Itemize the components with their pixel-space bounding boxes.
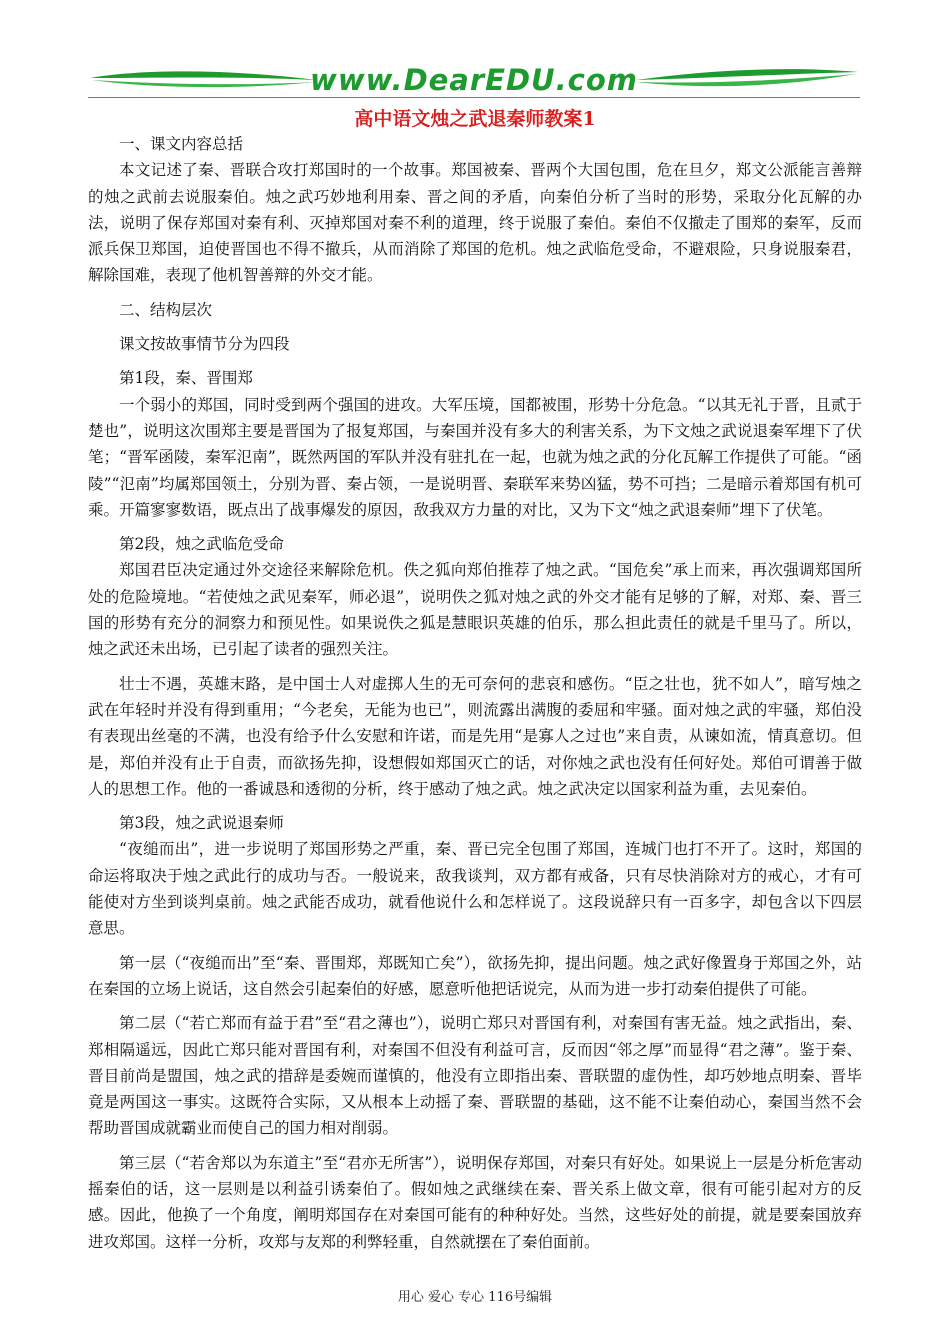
paragraph: 本文记述了秦、晋联合攻打郑国时的一个故事。郑国被秦、晋两个大国包围，危在旦夕，郑文公派能言善辩的烛之武前去说服秦伯。烛之武巧妙地利用秦、晋之间的矛盾，向秦伯分析了当时的形势，采取分化瓦解的办法，说明了保存郑国对秦有利、灭掉郑国对秦不利的道理，终于说服了秦伯。秦伯不仅撤走了围郑的秦军，反而派兵保卫郑国，迫使晋国也不得不撤兵，从而消除了郑国的危机。烛之武临危受命，不避艰险，只身说服秦君，解除国难，表现了他机智善辩的外交才能。 (88, 161, 862, 285)
page-footer: 用心 爱心 专心 116号编辑 (397, 1290, 553, 1305)
paragraph: “夜缒而出”，进一步说明了郑国形势之严重，秦、晋已完全包围了郑国，连城门也打不开了。这时，郑国的命运将取决于烛之武此行的成功与否。一般说来，敌我谈判，双方都有戒备，只有尽快消除对方的戒心，才有可能使对方坐到谈判桌前。烛之武能否成功，就看他说什么和怎样说了。这段说辞只有一百多字，却包含以下四层意思。 (88, 840, 862, 938)
document-body (88, 131, 862, 1255)
paragraph: 壮士不遇，英雄末路，是中国士人对虚掷人生的无可奈何的悲哀和感伤。“臣之壮也，犹不如人”，暗写烛之武在年轻时并没有得到重用；“今老矣，无能为也已”，则流露出满腹的委屈和牢骚。面对烛之武的牢骚，郑伯没有表现出丝毫的不满，也没有给予什么安慰和许诺，而是先用“是寡人之过也”来自责，从谏如流，情真意切。但是，郑伯并没有止于自责，而欲扬先抑，设想假如郑国灭亡的话，对你烛之武也没有任何好处。郑伯可谓善于做人的思想工作。他的一番诚恳和透彻的分析，终于感动了烛之武。烛之武决定以国家利益为重，去见秦伯。 (88, 674, 862, 798)
subsection-heading: 第1段，秦、晋围郑 (119, 369, 253, 388)
section-heading: 一、课文内容总括 (119, 135, 244, 153)
paragraph: 第二层（“若亡郑而有益于君”至“君之薄也”），说明亡郑只对晋国有利，对秦国有害无益。烛之武指出，秦、郑相隔遥远，因此亡郑只能对晋国有利，对秦国不但没有利益可言，反而因“邻之厚”而显得“君之薄”。鉴于秦、晋目前尚是盟国，烛之武的措辞是委婉而谨慎的，他没有立即指出秦、晋联盟的虚伪性，却巧妙地点明秦、晋毕竟是两国这一事实。这既符合实际，又从根本上动摇了秦、晋联盟的基础，这不能不让秦伯动心，秦国当然不会帮助晋国成就霸业而使自己的国力相对削弱。 (88, 1014, 862, 1138)
paragraph: 郑国君臣决定通过外交途径来解除危机。佚之狐向郑伯推荐了烛之武。“国危矣”承上而来，再次强调郑国所处的危险境地。“若使烛之武见秦军，师必退”，说明佚之狐对烛之武的外交才能有足够的了解，对郑、秦、晋三国的形势有充分的洞察力和预见性。如果说佚之狐是慧眼识英雄的伯乐，那么担此责任的就是千里马了。所以，烛之武还未出场，已引起了读者的强烈关注。 (88, 561, 862, 659)
page-title: 高中语文烛之武退秦师教案1 (354, 108, 596, 130)
site-banner (88, 62, 860, 98)
subsection-heading: 第3段，烛之武说退秦师 (119, 814, 284, 833)
site-logo-text: www.DearEDU.com (310, 63, 638, 97)
section-heading: 二、结构层次 (119, 300, 213, 319)
header-divider (88, 97, 860, 98)
paragraph: 课文按故事情节分为四段 (119, 335, 290, 354)
paragraph: 第三层（“若舍郑以为东道主”至“君亦无所害”），说明保存郑国，对秦只有好处。如果说上一层是分析危害动摇秦伯的话，这一层则是以利益引诱秦伯了。假如烛之武继续在秦、晋关系上做文章，很有可能引起对方的反感。因此，他换了一个角度，阐明郑国存在对秦国可能有的种种好处。当然，这些好处的前提，就是要秦国放弃进攻郑国。这样一分析，攻郑与友郑的利弊轻重，自然就摆在了秦伯面前。 (88, 1153, 862, 1251)
paragraph: 第一层（“夜缒而出”至“秦、晋围郑，郑既知亡矣”），欲扬先抑，提出问题。烛之武好像置身于郑国之外，站在秦国的立场上说话，这自然会引起秦伯的好感，愿意听他把话说完，从而为进一步打动秦伯提供了可能。 (88, 953, 862, 998)
subsection-heading: 第2段，烛之武临危受命 (119, 535, 284, 554)
paragraph: 一个弱小的郑国，同时受到两个强国的进攻。大军压境，国都被围，形势十分危急。“以其无礼于晋，且贰于楚也”，说明这次围郑主要是晋国为了报复郑国，与秦国并没有多大的利害关系，为下文烛之武说退秦军埋下了伏笔；“晋军函陵，秦军氾南”，既然两国的军队并没有驻扎在一起，也就为烛之武的分化瓦解工作提供了可能。“函陵”“氾南”均属郑国领土，分别为晋、秦占领，一是说明晋、秦联军来势凶猛，势不可挡；二是暗示着郑国有机可乘。开篇寥寥数语，既点出了战事爆发的原因，敌我双方力量的对比，又为下文“烛之武退秦师”埋下了伏笔。 (88, 395, 862, 519)
